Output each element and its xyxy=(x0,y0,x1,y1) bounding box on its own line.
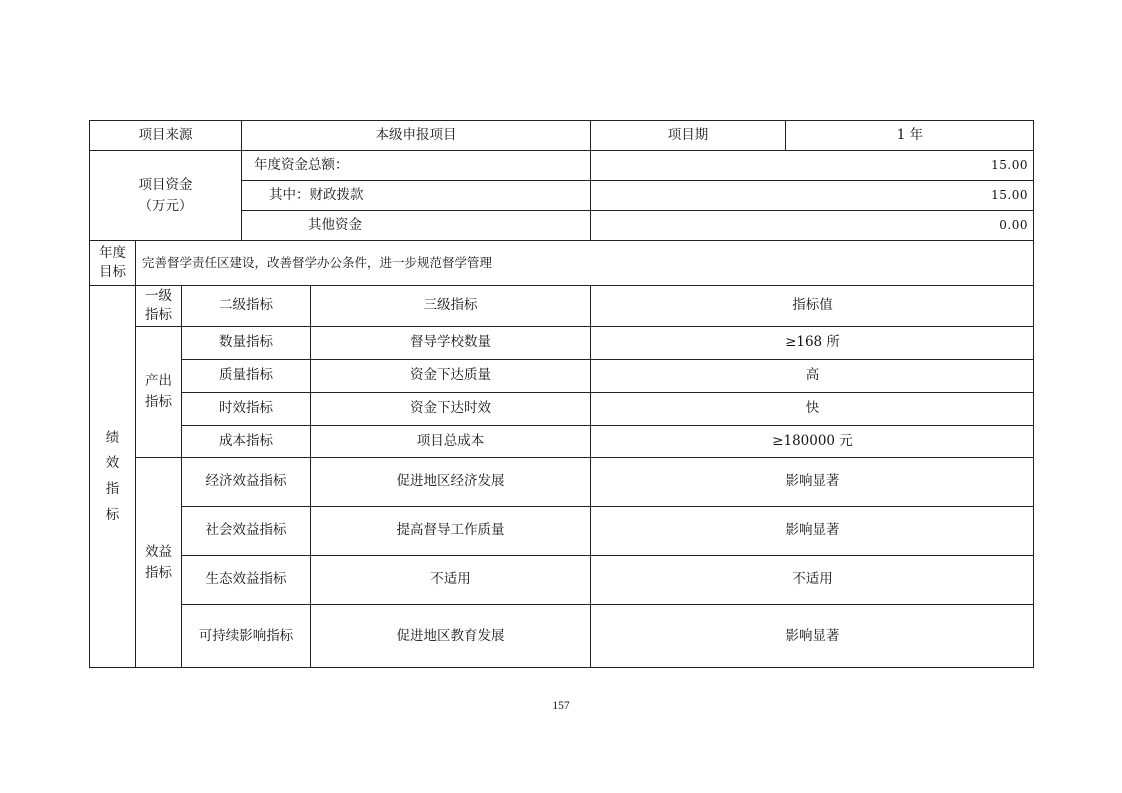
period-label-cell xyxy=(591,121,786,151)
funds-other-value-cell xyxy=(591,211,1034,241)
table-row-level2 xyxy=(182,458,311,507)
row-value: ≥180000 元 xyxy=(772,432,853,449)
row-level3-label: 资金下达时效 xyxy=(410,400,491,417)
benefit-group-line1: 效益 xyxy=(145,544,172,561)
row-value: 不适用 xyxy=(792,571,833,588)
benefit-group-cell xyxy=(136,458,182,668)
table-row-level3 xyxy=(311,507,591,556)
row-level2-label: 数量指标 xyxy=(219,334,273,351)
performance-side-label-cell xyxy=(90,286,136,668)
funds-total-label-cell xyxy=(242,151,591,181)
value-header: 指标值 xyxy=(792,297,833,314)
level3-header-cell xyxy=(311,286,591,327)
level1-header-line1: 一级 xyxy=(145,288,172,305)
table-row-level2 xyxy=(182,605,311,668)
value-header-cell xyxy=(591,286,1034,327)
row-level3-label: 不适用 xyxy=(430,571,471,588)
source-label-cell xyxy=(90,121,242,151)
funds-finance-label-cell xyxy=(242,181,591,211)
row-value: ≥168 所 xyxy=(785,334,840,351)
table-row-value xyxy=(591,458,1034,507)
row-value: 快 xyxy=(805,400,820,417)
level1-header-cell xyxy=(136,286,182,327)
row-value: 影响显著 xyxy=(785,522,840,539)
page-number: 157 xyxy=(552,700,570,712)
period-value: 1 年 xyxy=(896,126,924,143)
funds-finance-value-cell xyxy=(591,181,1034,211)
source-label: 项目来源 xyxy=(138,126,193,143)
funds-label-line1: 项目资金 xyxy=(138,176,193,193)
project-performance-table xyxy=(89,120,1034,668)
table-row-level2 xyxy=(182,393,311,426)
table-row-value xyxy=(591,327,1034,360)
funds-total-value-cell xyxy=(591,151,1034,181)
funds-other-label-cell xyxy=(242,211,591,241)
period-label: 项目期 xyxy=(667,126,709,143)
table-row-level3 xyxy=(311,360,591,393)
performance-side-char: 指 xyxy=(105,481,120,497)
annual-goal-label-cell xyxy=(90,241,136,286)
row-level2-label: 时效指标 xyxy=(219,400,273,417)
row-level3-label: 提高督导工作质量 xyxy=(396,522,505,539)
table-row-value xyxy=(591,426,1034,458)
funds-other-value: 0.00 xyxy=(999,217,1028,232)
annual-goal-text: 完善督学责任区建设，改善督学办公条件，进一步规范督学管理 xyxy=(142,254,493,270)
row-level3-label: 促进地区经济发展 xyxy=(396,473,505,490)
row-level2-label: 可持续影响指标 xyxy=(198,627,294,644)
table-row-value xyxy=(591,507,1034,556)
level3-header: 三级指标 xyxy=(423,297,478,314)
table-row-level3 xyxy=(311,327,591,360)
funds-label-cell xyxy=(90,151,242,241)
annual-goal-text-cell xyxy=(136,241,1034,286)
row-level3-label: 促进地区教育发展 xyxy=(396,627,505,644)
output-group-line2: 指标 xyxy=(145,394,172,410)
annual-goal-label-line1: 年度 xyxy=(99,245,126,262)
row-level3-label: 督导学校数量 xyxy=(410,334,491,351)
table-row-level3 xyxy=(311,556,591,605)
table-row-level3 xyxy=(311,426,591,458)
row-level2-label: 经济效益指标 xyxy=(205,473,287,490)
table-row-level2 xyxy=(182,360,311,393)
row-level2-label: 成本指标 xyxy=(219,432,273,449)
performance-side-char: 效 xyxy=(105,455,120,472)
period-value-cell xyxy=(786,121,1034,151)
row-value: 影响显著 xyxy=(785,627,840,644)
table-row-level2 xyxy=(182,327,311,360)
level2-header-cell xyxy=(182,286,311,327)
output-group-line1: 产出 xyxy=(145,373,172,390)
funds-total-label: 年度资金总额： xyxy=(254,156,349,173)
table-row-level2 xyxy=(182,556,311,605)
funds-finance-label: 其中：财政拨款 xyxy=(269,186,364,203)
table-row-level3 xyxy=(311,393,591,426)
row-level2-label: 生态效益指标 xyxy=(205,571,287,588)
funds-other-label: 其他资金 xyxy=(308,216,362,233)
row-level2-label: 社会效益指标 xyxy=(205,522,287,539)
row-level3-label: 资金下达质量 xyxy=(410,367,491,384)
table-row-level2 xyxy=(182,426,311,458)
table-row-value xyxy=(591,605,1034,668)
source-value: 本级申报项目 xyxy=(375,126,457,143)
table-row-level3 xyxy=(311,458,591,507)
funds-label-line2: （万元） xyxy=(138,197,193,214)
benefit-group-line2: 指标 xyxy=(145,565,172,581)
row-value: 高 xyxy=(805,367,820,384)
row-value: 影响显著 xyxy=(785,473,840,490)
source-value-cell xyxy=(242,121,591,151)
table-row-value xyxy=(591,360,1034,393)
funds-finance-value: 15.00 xyxy=(991,187,1028,202)
table-row-level2 xyxy=(182,507,311,556)
table-row-level3 xyxy=(311,605,591,668)
level2-header: 二级指标 xyxy=(219,297,273,314)
performance-side-char: 绩 xyxy=(105,429,120,446)
row-level2-label: 质量指标 xyxy=(219,367,273,384)
annual-goal-label-line2: 目标 xyxy=(99,264,126,280)
table-row-value xyxy=(591,393,1034,426)
output-group-cell xyxy=(136,327,182,458)
performance-side-char: 标 xyxy=(105,506,120,523)
level1-header-line2: 指标 xyxy=(145,307,172,323)
row-level3-label: 项目总成本 xyxy=(416,432,485,449)
table-row-value xyxy=(591,556,1034,605)
funds-total-value: 15.00 xyxy=(991,157,1028,172)
